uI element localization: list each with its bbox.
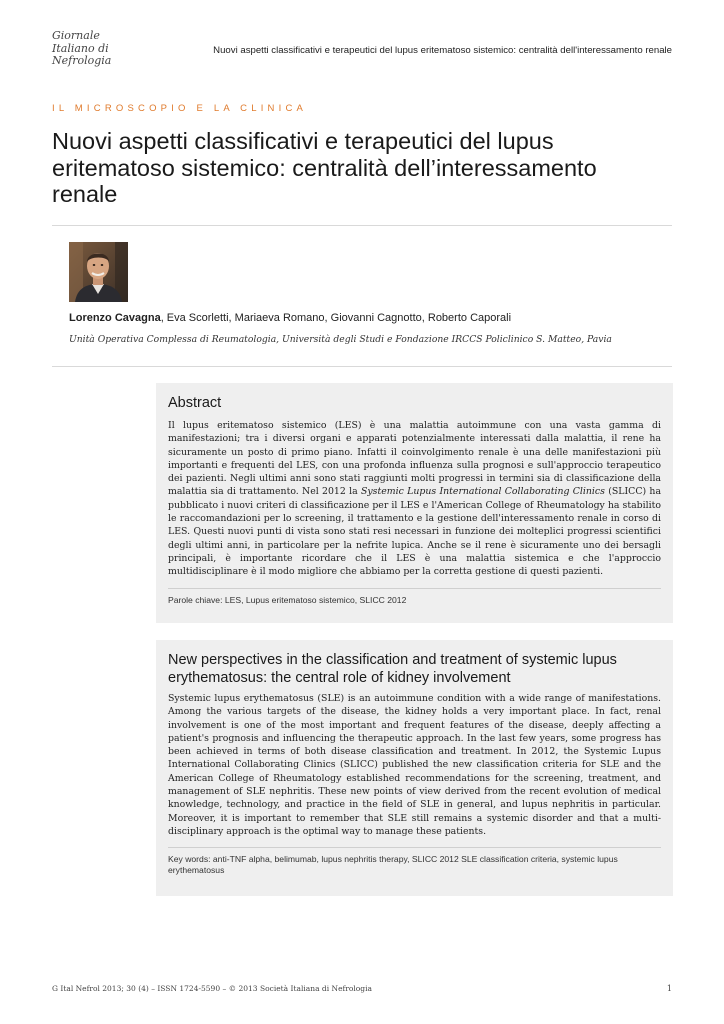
abstract-keywords: Parole chiave: LES, Lupus eritematoso sistemico, SLICC 2012 bbox=[168, 594, 407, 605]
author-list bbox=[69, 312, 511, 324]
abstract-text bbox=[168, 419, 661, 579]
abstract-keywords-divider bbox=[168, 588, 661, 589]
english-abstract-text: Systemic lupus erythematosus (SLE) is an autoimmune condition with a wide range of manifestations. Among the various targets of the disease, the kidney holds a very important place. In fact, renal involvement is one of the most important and frequent features of the disease, deeply affecting a patient's prognosis and influencing the therapeutic approach. In the last few years, some progress has been achieved in terms of both disease classification and treatment. In 2012, the Systemic Lupus International Collaborating Clinics (SLICC) published the new classification criteria for SLE and the American College of Rheumatology established recommendations for the screening, treatment, and management of SLE nephritis. These new points of view derived from the recent evolution of medical knowledge, technology, and practice in the field of SLE in general, and lupus nephritis in particular. Moreover, it is important to remember that SLE still remains a systemic disorder and that a multi-disciplinary approach is the optimal way to manage these patients. bbox=[168, 693, 661, 837]
journal-logo-line-1: Giornale bbox=[52, 29, 100, 42]
journal-logo-line-3: Nefrologia bbox=[52, 54, 112, 67]
abstract-text-italic: Systemic Lupus International Collaborating Clinics bbox=[361, 486, 605, 498]
english-abstract-box bbox=[156, 640, 673, 896]
author-portrait-image bbox=[69, 242, 128, 302]
abstract-text-part-1: Il lupus eritematoso sistemico (LES) è una malattia autoimmune con una vasta gamma di manifestazioni; tra i diversi organi e apparati potenzialmente interessati dalla malattia, il rene ha sicuramente un posto di primo piano. Infatti il coinvolgimento renale è una delle manifestazioni più importanti e frequenti del LES, con una profonda influenza sulla prognosi e sull'approccio terapeutico dei pazienti. Negli ultimi anni sono stati raggiunti molti progressi in termini sia di classificazione della malattia sia di trattamento. Nel 2012 la bbox=[168, 420, 661, 498]
journal-logo bbox=[52, 30, 111, 68]
abstract-heading: Abstract bbox=[168, 395, 222, 411]
author-divider bbox=[52, 366, 672, 367]
english-abstract-heading: New perspectives in the classification and treatment of systemic lupus erythematosus: the central role of kidney involvement bbox=[168, 652, 617, 686]
abstract-text-part-2: (SLICC) ha pubblicato i nuovi criteri di classificazione per il LES e l'American College of Rheumatology ha stabilito le raccomandazioni per lo screening, il trattamento e la gestione dell'interessamento renale in corso di LES. Questi nuovi punti di vista sono stati resi necessari in funzione dei molteplici progressi scientifici degli ultimi anni, in particolare per la nefrite lupica. Anche se il rene è sicuramente uno dei bersagli principali, è importante ricordare che il LES è una malattia sistemica e che l'approccio multidisciplinare è il modo migliore che abbiamo per la corretta gestione di questi pazienti. bbox=[168, 486, 662, 578]
author-affiliation: Unità Operativa Complessa di Reumatologia, Università degli Studi e Fondazione IRCCS Policlinico S. Matteo, Pavia bbox=[69, 334, 612, 345]
section-label: IL MICROSCOPIO E LA CLINICA bbox=[52, 103, 308, 114]
lead-author: Lorenzo Cavagna bbox=[69, 312, 161, 324]
page-number: 1 bbox=[666, 984, 672, 993]
article-title: Nuovi aspetti classificativi e terapeutici del lupus eritematoso sistemico: centralità dell’interessamento renale bbox=[52, 128, 597, 207]
footer-citation: G Ital Nefrol 2013; 30 (4) – ISSN 1724-5590 – © 2013 Società Italiana di Nefrologia bbox=[52, 984, 372, 993]
journal-logo-line-2: Italiano di bbox=[52, 41, 109, 55]
title-divider bbox=[52, 225, 672, 226]
english-keywords-divider bbox=[168, 847, 661, 848]
co-authors: , Eva Scorletti, Mariaeva Romano, Giovanni Cagnotto, Roberto Caporali bbox=[160, 312, 512, 324]
english-keywords: Key words: anti-TNF alpha, belimumab, lupus nephritis therapy, SLICC 2012 SLE classification criteria, systemic lupus erythematosus bbox=[168, 854, 618, 876]
author-photo bbox=[69, 242, 128, 302]
running-header: Nuovi aspetti classificativi e terapeutici del lupus eritematoso sistemico: centralità dell'interessamento renale bbox=[213, 45, 672, 56]
abstract-box bbox=[156, 383, 673, 623]
